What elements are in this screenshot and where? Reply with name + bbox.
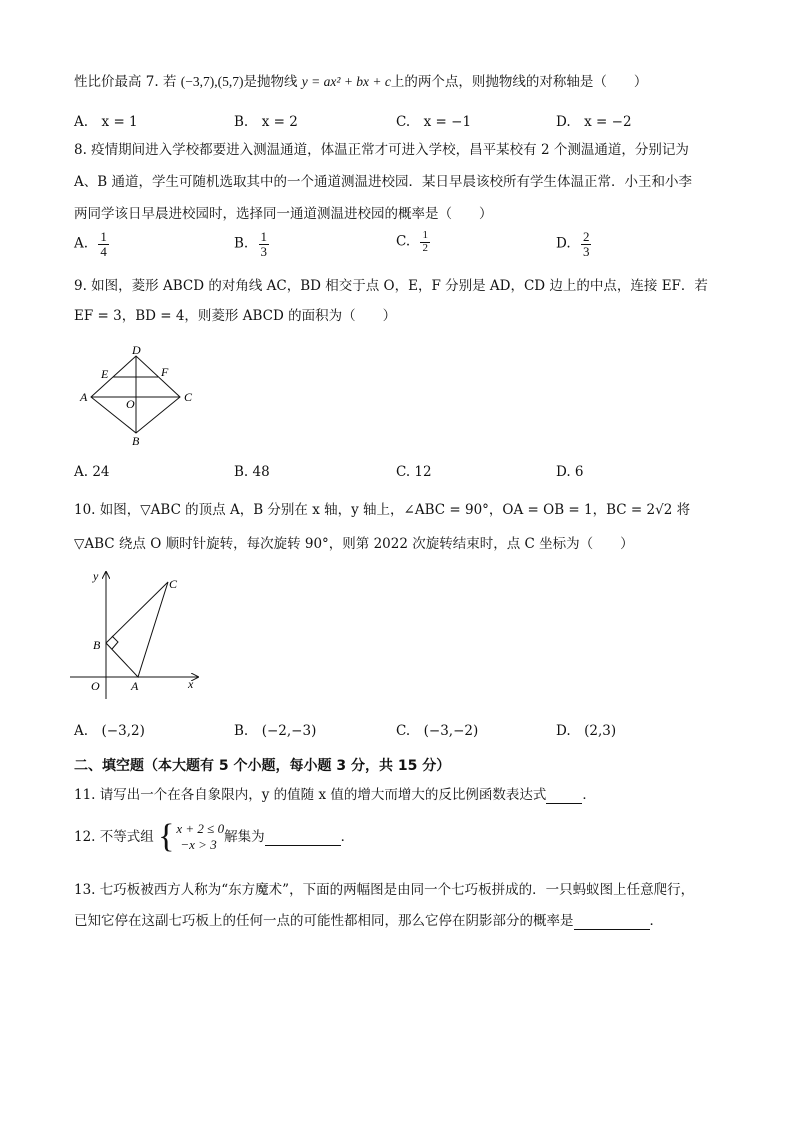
q7-stem bbox=[74, 74, 647, 90]
q8-option-a[interactable] bbox=[74, 230, 109, 258]
q7-text-mid: 是抛物线 bbox=[243, 74, 302, 90]
q11-text: 11. 请写出一个在各自象限内，y 的值随 x 值的增大而增大的反比例函数表达式 bbox=[74, 787, 547, 803]
rhombus-figure bbox=[74, 346, 204, 446]
q12-inequality-system bbox=[158, 820, 224, 854]
q8-option-b[interactable] bbox=[234, 230, 269, 258]
q8-option-d-den: 3 bbox=[582, 243, 590, 259]
q7-formula: y = ax² + bx + c bbox=[301, 74, 391, 89]
q7-text-post: 上的两个点，则抛物线的对称轴是（ ） bbox=[390, 74, 648, 90]
q7-points: (−3,7),(5,7) bbox=[180, 74, 244, 89]
q11-stem bbox=[74, 787, 596, 804]
brace-icon: { bbox=[158, 818, 175, 855]
right-angle-mark bbox=[112, 636, 118, 649]
q9-line1: 9. 如图，菱形 ABCD 的对角线 AC，BD 相交于点 O，E，F 分别是 AD，CD 边上的中点，连接 EF．若 bbox=[74, 278, 708, 294]
q12-pre: 12. 不等式组 bbox=[74, 828, 154, 845]
q13-line2-text: 已知它停在这副七巧板上的任何一点的可能性都相同，那么它停在阴影部分的概率是 bbox=[74, 913, 574, 929]
q7-option-d[interactable]: D. x = −2 bbox=[556, 114, 632, 130]
q8-option-a-den: 4 bbox=[100, 243, 107, 259]
q10-line1: 10. 如图，▽ABC 的顶点 A，B 分别在 x 轴，y 轴上，∠ABC = 90°，OA = OB = 1，BC = 2√2 将 bbox=[74, 502, 691, 518]
q8-line3: 两同学该日早晨进校园时，选择同一通道测温进校园的概率是（ ） bbox=[74, 206, 493, 222]
q8-option-d[interactable] bbox=[556, 230, 591, 258]
label-c: C bbox=[184, 390, 193, 404]
label-b: B bbox=[93, 638, 101, 652]
q12-post: 解集为 bbox=[224, 828, 265, 845]
q8-option-d-label: D. bbox=[556, 235, 571, 252]
q8-option-b-fraction bbox=[259, 230, 270, 258]
q12-inequality-2: −x > 3 bbox=[180, 837, 217, 852]
triangle-abc bbox=[106, 582, 168, 677]
q9-option-c[interactable]: C. 12 bbox=[396, 464, 432, 480]
q8-option-b-label: B. bbox=[234, 235, 249, 252]
q8-option-d-num: 2 bbox=[582, 229, 590, 244]
q8-option-a-label: A. bbox=[74, 235, 89, 252]
q9-option-b[interactable]: B. 48 bbox=[234, 464, 270, 480]
label-f: F bbox=[161, 365, 169, 379]
q12-inequality-1: x + 2 ≤ 0 bbox=[176, 820, 225, 836]
q11-answer-blank[interactable] bbox=[546, 787, 582, 804]
q8-option-c[interactable] bbox=[396, 230, 430, 254]
q13-line1: 13. 七巧板被西方人称为“东方魔术”，下面的两幅图是由同一个七巧板拼成的．一只蚂蚁图上任意爬行， bbox=[74, 882, 695, 898]
label-x-axis: x bbox=[188, 677, 194, 691]
q7-option-a[interactable]: A. x = 1 bbox=[74, 114, 138, 130]
q7-option-b[interactable]: B. x = 2 bbox=[234, 114, 298, 130]
q9-line2: EF = 3，BD = 4，则菱形 ABCD 的面积为（ ） bbox=[74, 308, 397, 324]
label-e: E bbox=[101, 367, 109, 381]
q10-option-a[interactable]: A. (−3,2) bbox=[74, 723, 145, 739]
q8-line2: A、B 通道，学生可随机选取其中的一个通道测温进校园．某日早晨该校所有学生体温正常．小王和小李 bbox=[74, 174, 692, 190]
q8-option-c-label: C. bbox=[396, 233, 411, 250]
q11-end: ． bbox=[582, 787, 596, 803]
label-c: C bbox=[169, 577, 178, 591]
q8-option-a-fraction bbox=[98, 230, 109, 258]
section-title-fill-in: 二、填空题（本大题有 5 个小题，每小题 3 分，共 15 分） bbox=[74, 758, 451, 774]
label-d: D bbox=[132, 346, 141, 357]
label-y-axis: y bbox=[93, 569, 99, 583]
q8-option-c-den: 2 bbox=[422, 241, 428, 254]
label-a: A bbox=[80, 390, 88, 404]
q8-option-a-num: 1 bbox=[100, 229, 107, 244]
q10-option-b[interactable]: B. (−2,−3) bbox=[234, 723, 317, 739]
q8-option-c-num: 1 bbox=[422, 229, 428, 241]
q12-answer-blank[interactable] bbox=[265, 828, 341, 845]
label-o: O bbox=[91, 679, 100, 693]
triangle-coordinate-figure bbox=[70, 566, 210, 700]
q8-option-c-fraction bbox=[420, 230, 430, 254]
q8-option-b-num: 1 bbox=[260, 229, 268, 244]
q10-option-d[interactable]: D. (2,3) bbox=[556, 723, 617, 739]
q8-line1: 8. 疫情期间进入学校都要进入测温通道，体温正常才可进入学校，昌平某校有 2 个测温通道，分别记为 bbox=[74, 142, 689, 158]
q7-text-pre: 性比价最高 7. 若 bbox=[74, 74, 181, 90]
q8-option-b-den: 3 bbox=[260, 243, 268, 259]
q10-line2: ▽ABC 绕点 O 顺时针旋转，每次旋转 90°，则第 2022 次旋转结束时，点 C 坐标为（ ） bbox=[74, 536, 634, 552]
q9-option-d[interactable]: D. 6 bbox=[556, 464, 584, 480]
q13-end: ． bbox=[649, 913, 663, 929]
q12-end: ． bbox=[340, 828, 355, 845]
label-o: O bbox=[126, 397, 135, 411]
q10-option-c[interactable]: C. (−3,−2) bbox=[396, 723, 479, 739]
q13-answer-blank[interactable] bbox=[574, 913, 650, 930]
q13-line2 bbox=[74, 913, 663, 930]
q12-stem bbox=[74, 820, 354, 854]
q7-option-c[interactable]: C. x = −1 bbox=[396, 114, 472, 130]
label-b: B bbox=[132, 434, 140, 446]
label-a: A bbox=[131, 679, 139, 693]
q8-option-d-fraction bbox=[581, 230, 592, 258]
q9-option-a[interactable]: A. 24 bbox=[74, 464, 110, 480]
